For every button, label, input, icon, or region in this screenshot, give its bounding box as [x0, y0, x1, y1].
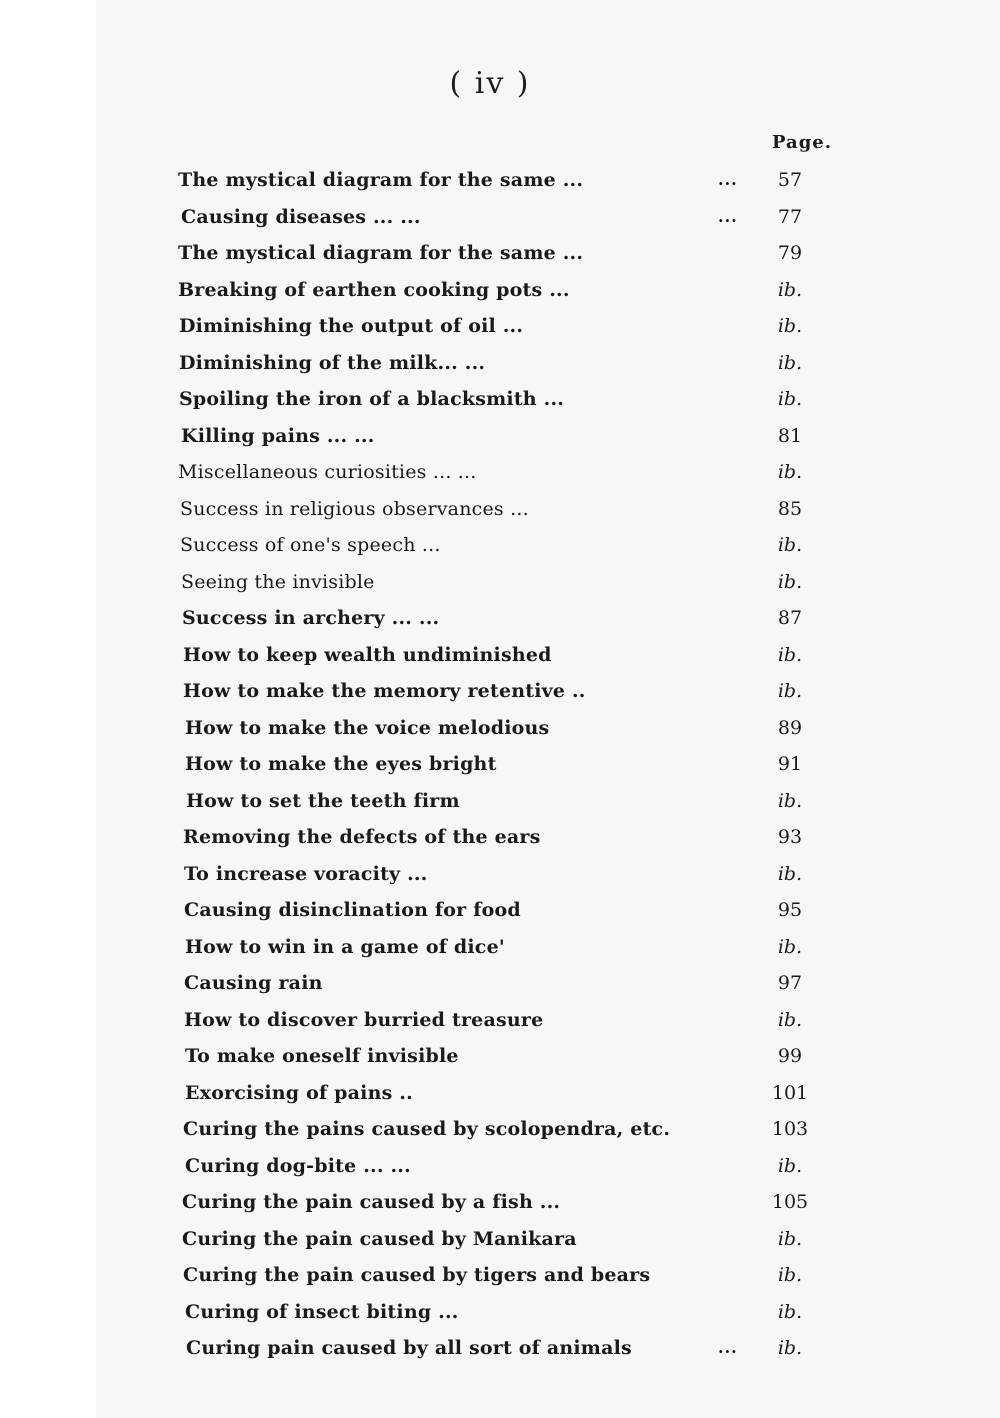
toc-entry [0, 710, 1000, 746]
toc-entry [0, 929, 1000, 965]
toc-entry-title: The mystical diagram for the same ... [178, 169, 584, 191]
toc-entry [0, 1038, 1000, 1074]
toc-entry-page: ib. [777, 644, 803, 666]
toc-entry-page: 85 [777, 498, 803, 520]
toc-entry [0, 345, 1000, 381]
toc-entry-page: ib. [777, 863, 803, 885]
toc-entry [0, 308, 1000, 344]
toc-entry-page: ib. [777, 279, 803, 301]
toc-entry-title: Curing the pain caused by tigers and bears [183, 1264, 651, 1286]
toc-entry-page: 93 [777, 826, 803, 848]
toc-entry-title: Causing diseases ... ... [181, 206, 421, 228]
toc-entry [0, 564, 1000, 600]
toc-entry-page: ib. [777, 388, 803, 410]
toc-entry [0, 418, 1000, 454]
toc-entry-title: How to set the teeth firm [186, 790, 460, 812]
toc-entry-title: To make oneself invisible [185, 1045, 459, 1067]
toc-entry-page: ib. [777, 1009, 803, 1031]
toc-entry-title: How to make the voice melodious [185, 717, 550, 739]
toc-entry-page: 95 [777, 899, 803, 921]
toc-entry-title: Exorcising of pains .. [185, 1082, 413, 1104]
toc-entry [0, 673, 1000, 709]
toc-entry-title: Miscellaneous curiosities ... ... [178, 461, 477, 483]
table-of-contents [0, 162, 1000, 1362]
toc-entry [0, 1184, 1000, 1220]
toc-entry-page: ib. [777, 936, 803, 958]
toc-entry [0, 600, 1000, 636]
toc-entry-page: 103 [771, 1118, 809, 1140]
toc-entry-title: Spoiling the iron of a blacksmith ... [179, 388, 565, 410]
toc-entry-title: Causing rain [184, 972, 323, 994]
toc-entry-page: ib. [777, 315, 803, 337]
toc-entry-title: Curing the pain caused by a fish ... [182, 1191, 561, 1213]
toc-entry-page: ib. [777, 790, 803, 812]
toc-entry-page: 87 [777, 607, 803, 629]
toc-entry-title: Success of one's speech ... [180, 534, 441, 556]
toc-entry-title: Removing the defects of the ears [183, 826, 541, 848]
toc-entry-page: ib. [777, 1228, 803, 1250]
toc-entry [0, 1257, 1000, 1293]
toc-entry-title: Seeing the invisible [181, 571, 375, 593]
toc-entry-page: 57 [777, 169, 803, 191]
toc-entry-title: How to keep wealth undiminished [183, 644, 552, 666]
toc-entry [0, 965, 1000, 1001]
toc-entry-page: 81 [777, 425, 803, 447]
toc-entry [0, 235, 1000, 271]
toc-entry [0, 892, 1000, 928]
toc-entry-title: How to make the eyes bright [185, 753, 497, 775]
toc-entry-page: ib. [777, 1337, 803, 1359]
toc-entry [0, 199, 1000, 235]
toc-entry [0, 1111, 1000, 1147]
toc-entry-page: 79 [777, 242, 803, 264]
toc-entry-page: ib. [777, 352, 803, 374]
toc-entry-page: 99 [777, 1045, 803, 1067]
toc-entry [0, 527, 1000, 563]
toc-entry-page: 77 [777, 206, 803, 228]
toc-entry-title: How to discover burried treasure [184, 1009, 544, 1031]
toc-entry-page: 101 [771, 1082, 809, 1104]
toc-entry-page: 105 [771, 1191, 809, 1213]
toc-entry-title: Curing the pain caused by Manikara [182, 1228, 577, 1250]
toc-entry-page: ib. [777, 680, 803, 702]
toc-entry-page: 89 [777, 717, 803, 739]
toc-entry-leader: ... [718, 1338, 738, 1357]
toc-entry [0, 1221, 1000, 1257]
toc-entry [0, 162, 1000, 198]
toc-entry [0, 783, 1000, 819]
toc-entry-page: 97 [777, 972, 803, 994]
toc-entry-page: 91 [777, 753, 803, 775]
toc-entry-leader: ... [718, 207, 738, 226]
toc-entry [0, 272, 1000, 308]
toc-entry [0, 381, 1000, 417]
page-number: ( iv ) [449, 66, 531, 101]
toc-entry-title: Curing the pains caused by scolopendra, etc. [183, 1118, 671, 1140]
toc-entry-title: Diminishing of the milk... ... [179, 352, 486, 374]
toc-entry [0, 491, 1000, 527]
toc-entry-title: Killing pains ... ... [181, 425, 375, 447]
toc-entry-title: Success in religious observances ... [180, 498, 529, 520]
toc-entry [0, 1148, 1000, 1184]
toc-entry-leader: ... [718, 170, 738, 189]
toc-entry [0, 1002, 1000, 1038]
toc-entry-title: Causing disinclination for food [184, 899, 521, 921]
toc-entry [0, 1330, 1000, 1366]
toc-entry-page: ib. [777, 1155, 803, 1177]
toc-entry-title: Curing of insect biting ... [185, 1301, 459, 1323]
page-column-header: Page. [772, 132, 833, 153]
toc-entry [0, 1294, 1000, 1330]
toc-entry-title: Success in archery ... ... [182, 607, 440, 629]
toc-entry-title: The mystical diagram for the same ... [178, 242, 584, 264]
toc-entry [0, 637, 1000, 673]
toc-entry-title: How to win in a game of dice' [185, 936, 505, 958]
toc-entry-page: ib. [777, 461, 803, 483]
toc-entry [0, 454, 1000, 490]
toc-entry-title: Curing dog-bite ... ... [185, 1155, 411, 1177]
toc-entry [0, 856, 1000, 892]
toc-entry-title: Breaking of earthen cooking pots ... [178, 279, 570, 301]
toc-entry-title: To increase voracity ... [184, 863, 428, 885]
toc-entry [0, 746, 1000, 782]
toc-entry-page: ib. [777, 1264, 803, 1286]
toc-entry-page: ib. [777, 534, 803, 556]
toc-entry-title: Curing pain caused by all sort of animals [186, 1337, 632, 1359]
toc-entry-title: How to make the memory retentive .. [183, 680, 586, 702]
toc-entry-page: ib. [777, 571, 803, 593]
toc-entry [0, 1075, 1000, 1111]
toc-entry-title: Diminishing the output of oil ... [179, 315, 524, 337]
toc-entry-page: ib. [777, 1301, 803, 1323]
toc-entry [0, 819, 1000, 855]
